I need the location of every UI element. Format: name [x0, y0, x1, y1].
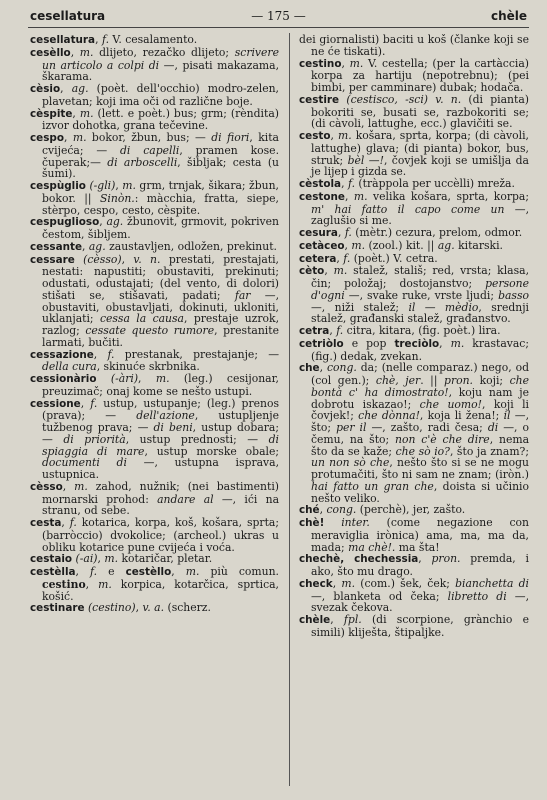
italic-text: inter.	[341, 516, 370, 529]
entry-text: ,	[121, 252, 134, 266]
entry-text: ,	[93, 347, 108, 361]
entry-text	[97, 372, 111, 385]
entry-text: (perchè), jer, zašto.	[356, 503, 466, 517]
headword: treciòlo	[394, 337, 440, 350]
entry-text: (zool.) kit. ||	[365, 238, 438, 252]
italic-text: — di priorità	[42, 432, 126, 446]
entry-text: stalež, stališ; red, vrsta; klasa, čin; položaj; dostojanstvo;	[311, 264, 529, 290]
entry-text: ,	[341, 177, 348, 190]
entry-text: ,	[332, 576, 342, 590]
entry-text: , koju nam je dobrotu iskazao!;	[311, 385, 529, 411]
entry-text: e	[97, 565, 126, 578]
column-divider	[289, 33, 290, 786]
right-column	[299, 34, 529, 790]
headword: cèspite	[30, 107, 73, 120]
italic-text: m.	[122, 179, 136, 192]
dictionary-entry	[299, 338, 529, 363]
dictionary-entry	[30, 602, 279, 615]
entry-text: , ustup dobara;	[192, 421, 279, 434]
italic-text: m.	[341, 576, 356, 590]
header-left-guide-word: cesellatura	[30, 9, 106, 23]
entry-text: ,	[319, 503, 327, 517]
entry-text: , koja li žena!;	[419, 409, 504, 423]
italic-text: f.	[343, 251, 351, 265]
italic-text: di capelli	[119, 143, 180, 157]
entry-text: (poèt.) V. cetra.	[350, 251, 438, 265]
italic-text: chè, jer	[375, 374, 421, 387]
dictionary-entry	[30, 398, 279, 481]
italic-text: m.	[74, 479, 88, 493]
entry-text: zaustavljen, odložen, prekinut.	[105, 239, 277, 253]
dictionary-entry	[299, 130, 529, 178]
entry-text: ,	[344, 189, 354, 203]
entry-text: ,	[337, 226, 345, 239]
dictionary-entry	[30, 132, 279, 180]
entry-text: zahod, nužnik; (nei bastimenti) mornarski prohod:	[42, 479, 279, 506]
italic-text: f.	[344, 226, 352, 239]
italic-text: fpl.	[343, 613, 362, 626]
entry-text: premda, i ako, što mu drago.	[311, 552, 529, 578]
dictionary-entry	[299, 34, 529, 58]
headword: cetra	[299, 325, 330, 337]
entry-text: bokor, žbun, bus; —	[86, 131, 212, 144]
italic-text: v. a.	[142, 601, 165, 615]
italic-text: f.	[69, 516, 77, 529]
headword: cesèllo	[30, 46, 71, 59]
italic-text: un non sò che	[311, 456, 390, 470]
headword: cespo	[30, 132, 64, 144]
italic-text: cessa la causa	[99, 312, 184, 326]
italic-text: (-ai)	[75, 552, 98, 566]
italic-text: m.	[351, 238, 366, 252]
italic-text: cong.	[326, 361, 357, 375]
italic-text: basso —	[311, 288, 529, 314]
dictionary-entry	[30, 373, 279, 398]
entry-text: ,	[85, 577, 99, 591]
entry-text: ,	[344, 238, 352, 252]
entry-text: ,	[319, 361, 327, 375]
italic-text: far —	[234, 288, 276, 302]
italic-text: cessate questo rumore	[85, 324, 215, 337]
italic-text: m.	[353, 189, 368, 203]
entry-text: ,	[60, 82, 72, 95]
headword: cestire	[299, 93, 340, 106]
dictionary-entry	[30, 83, 279, 108]
italic-text: (-àri)	[110, 372, 139, 385]
entry-text: žbunovit, grmovit, pokriven čestom, šibljem.	[42, 215, 279, 241]
headword: check	[299, 577, 333, 590]
entry-text: ,	[97, 552, 105, 566]
italic-text: (cestino)	[87, 601, 136, 615]
entry-text: , prestanite larmati, bučiti.	[42, 324, 279, 349]
italic-text: m.	[72, 131, 87, 144]
entry-text: (tràppola per uccèlli) mreža.	[355, 177, 515, 190]
headword: cessione	[30, 397, 81, 410]
italic-text: — dell'azione	[105, 409, 195, 423]
headword: cèsso	[30, 480, 63, 493]
dictionary-entry	[299, 265, 529, 325]
entry-text: ,	[63, 131, 73, 144]
entry-text: (mètr.) cezura, prelom, odmor.	[351, 226, 523, 239]
dictionary-entry	[30, 517, 279, 553]
headword: cèto	[299, 265, 325, 278]
entry-text: , pramen kose. čuperak;—	[42, 143, 279, 169]
entry-text: dei giornalisti) baciti u koš (članke koji se ne će tiskati).	[299, 34, 529, 58]
entry-text: , o čemu, na što;	[311, 421, 529, 446]
entry-text: , nema što da se kaže;	[311, 432, 529, 458]
entry-text: ,	[336, 251, 344, 265]
entry-text	[75, 253, 83, 266]
italic-text: — di beni	[137, 421, 193, 434]
entry-text: , koji li čovjek!;	[311, 397, 529, 423]
italic-text: hai fatto un gran che	[311, 479, 434, 493]
entry-text: , šibljak; cesta (u šumi).	[42, 155, 279, 181]
headword: cessante	[30, 240, 82, 253]
header-right-guide-word: chèle	[490, 9, 527, 23]
page-number: — 175 —	[251, 9, 306, 23]
entry-text: ,	[95, 34, 102, 46]
italic-text: m.	[185, 565, 200, 578]
headword: cestèllo	[125, 566, 172, 578]
entry-text: , zašto, radi česa;	[382, 421, 488, 434]
entry-text: , obustaviti, obustavljati, dokinuti, ukloniti, uklanjati;	[42, 288, 279, 326]
entry-text: kitarski.	[454, 238, 503, 252]
italic-text: f.	[107, 347, 115, 361]
entry-text: prestanak, prestajanje;	[114, 347, 269, 361]
dictionary-entry	[299, 362, 529, 504]
italic-text: il —	[503, 409, 526, 423]
headword: chèle	[299, 614, 331, 626]
italic-text: m' hai fatto il capo come un —	[311, 202, 526, 216]
italic-text: per il —	[336, 421, 383, 434]
italic-text: v. n.	[133, 252, 161, 266]
entry-text: , kita cvijeća; —	[42, 131, 279, 157]
italic-text: m.	[333, 264, 348, 278]
entry-text: ,	[82, 239, 89, 253]
italic-text: — della cura	[42, 347, 279, 374]
headword: cestèlla	[30, 566, 76, 578]
entry-text: (com.) šek, ček;	[355, 576, 456, 590]
headword: cestino	[299, 57, 342, 70]
dictionary-entry	[299, 553, 529, 578]
entry-text: (come negazione con meraviglia irònica) ama, ma, ma da, mada;	[311, 516, 529, 554]
entry-text: korpica, kotarčica, sprtica, košić.	[42, 577, 279, 603]
entry-text: ,	[62, 479, 75, 493]
entry-text: (lett. e poèt.) bus; grm; (rèndita) izvor dohotka, grana tečevine.	[42, 106, 279, 133]
headword: cetera	[299, 252, 337, 265]
entry-text: , niži stalež;	[321, 300, 409, 314]
headword: cetàceo	[299, 239, 345, 252]
italic-text: di fiori	[211, 131, 250, 144]
italic-text: v. n.	[435, 92, 462, 106]
entry-text: ustup, ustupanje; (leg.) prenos (prava);	[42, 396, 279, 423]
entry-text: ,	[75, 565, 91, 578]
italic-text: f.	[336, 324, 344, 337]
italic-text: f.	[90, 396, 98, 410]
headword: che	[299, 362, 320, 375]
headword: cespùglio	[30, 180, 86, 192]
italic-text: m.	[79, 106, 94, 120]
entry-text: , ustupna isprava, ustupnica.	[42, 456, 279, 481]
italic-text: non c'è che dire	[395, 432, 490, 446]
italic-text: pron.	[431, 552, 461, 566]
entry-text: dlijeto, rezačko dlijeto;	[93, 45, 235, 59]
headword: cesto	[299, 130, 331, 142]
headword: cestaio	[30, 553, 73, 566]
italic-text: ma chè!.	[348, 540, 396, 554]
entry-text: (scherz.	[164, 601, 211, 615]
italic-text: Sinòn.	[100, 191, 135, 205]
italic-text: f.	[101, 34, 109, 46]
entry-text: più comun.	[199, 565, 279, 578]
entry-text: (leg.) cesijonar, preuzimač; onaj kome se nešto ustupi.	[42, 372, 279, 398]
entry-text: : màcchia, fratta, siepe, stèrpo, cespo, cesto, cèspite.	[42, 191, 279, 217]
entry-text: ,	[115, 179, 123, 192]
entry-text: prestati, prestajati, nestati: napustiti; obustaviti, prekinuti; odustati, odustajati; (del vento, di dolori) stišati se, stišavati, padati;	[42, 252, 279, 302]
entry-text	[324, 516, 341, 529]
entry-text: da; (nelle comparaz.) nego, od (col gen.);	[311, 361, 529, 387]
entry-text: ,	[70, 45, 80, 59]
italic-text: m.	[98, 577, 112, 591]
entry-text: , svake ruke, vrste ljudi;	[359, 288, 499, 302]
dictionary-entry	[30, 216, 279, 241]
entry-text: , skinuće skrbnika.	[96, 360, 200, 374]
headword: chechè, chechessia	[299, 553, 419, 566]
italic-text: di —	[487, 421, 515, 434]
entry-text: (di pianta) bokoriti se, busati se, razbokoriti se; (di càvoli, lattughe, ecc.) glavičiti se.	[311, 92, 529, 131]
entry-text: , nešto što si se ne mogu protumačiti, što ni sam ne znam; (iròn.)	[311, 456, 529, 481]
headword: chè!	[299, 517, 325, 529]
italic-text: che dònna!	[358, 409, 420, 423]
dictionary-entry	[30, 47, 279, 83]
entry-text: , što ja znam?;	[449, 444, 529, 458]
entry-text: ,	[61, 516, 70, 529]
entry-text: ,	[418, 552, 432, 566]
italic-text: di arboscelli	[107, 155, 178, 169]
entry-text: , ustupljenje tužbenog prava;	[42, 409, 279, 434]
dictionary-entry	[299, 191, 529, 227]
entry-text: , čovjek koji se umišlja da je lijep i gizda se.	[311, 153, 529, 179]
italic-text: (-gli)	[89, 179, 116, 192]
entry-text: . ||	[420, 374, 445, 387]
italic-text: documenti di —	[42, 456, 155, 470]
italic-text: cong.	[326, 503, 357, 517]
italic-text: (cestisco, -sci)	[346, 92, 429, 106]
dictionary-entry	[30, 180, 279, 216]
italic-text: persone d'ogni —	[311, 277, 529, 302]
headword: cèsio	[30, 83, 61, 95]
entry-text: ,	[138, 372, 156, 385]
italic-text: — di spiaggia di mare	[42, 432, 279, 458]
entry-text: (di scorpione, grànchio e simili) kliješta, štipaljke.	[311, 613, 529, 639]
dictionary-entry	[30, 481, 279, 517]
dictionary-entry	[30, 254, 279, 349]
italic-text: il — mèdio	[408, 300, 479, 314]
dictionary-entry	[299, 58, 529, 94]
headword: cesura	[299, 227, 338, 239]
entry-text: grm, trnjak, šikara; žbun, bokor. ||	[42, 179, 279, 205]
entry-text: citra, kitara, (fig. poèt.) lira.	[343, 324, 501, 337]
entry-text: kotarica, korpa, koš, košara, sprta; (barròccio) dvokolice; (archeol.) ukras u obliku kotarice pune cvijeća i voća.	[42, 516, 279, 554]
italic-text: scrivere un articolo a colpi di —	[42, 45, 279, 72]
entry-text: , ustup prednosti;	[125, 432, 248, 446]
entry-text: , zaglušio si me.	[311, 202, 529, 228]
italic-text: andare al —	[157, 492, 233, 506]
entry-text: ,	[330, 613, 344, 626]
dictionary-entry	[299, 94, 529, 130]
italic-text: bèl —!	[347, 153, 384, 167]
headword: cespuglioso	[30, 216, 100, 229]
dictionary-entry	[299, 614, 529, 639]
headword: cessare	[30, 253, 75, 266]
italic-text: m.	[337, 129, 352, 142]
headword: cessazione	[30, 348, 94, 361]
italic-text: m.	[79, 45, 94, 59]
entry-text: ,	[99, 215, 107, 229]
entry-text: ,	[171, 565, 186, 578]
dictionary-entry	[299, 517, 529, 553]
dictionary-entry	[299, 578, 529, 614]
italic-text: ag.	[71, 82, 89, 95]
italic-text: che sò io?	[395, 444, 450, 458]
entry-text: ,	[72, 106, 80, 120]
entry-text: koji;	[473, 374, 510, 387]
header-rule	[28, 27, 529, 28]
entry-text: , ići na stranu, od sebe.	[42, 492, 279, 518]
dictionary-entry	[30, 349, 279, 374]
italic-text: m.	[450, 336, 465, 350]
italic-text: m.	[155, 372, 170, 385]
entry-text: , ustup morske obale;	[144, 444, 279, 458]
entry-text: ma šta!	[395, 540, 440, 554]
italic-text: libretto di —	[447, 589, 526, 603]
entry-text: košara, sprta, korpa; (di càvoli, lattughe) glava; (di pianta) bokor, bus, struk;	[311, 129, 529, 167]
entry-text: cestino	[42, 577, 86, 591]
entry-text: ,	[439, 336, 451, 350]
entry-text: velika košara, sprta, korpa;	[367, 189, 529, 203]
entry-text: krastavac; (fig.) dedak, zvekan.	[311, 336, 529, 363]
italic-text: che bontà c' ha dimostrato!	[311, 374, 529, 399]
italic-text: ag.	[106, 215, 124, 229]
italic-text: f.	[90, 565, 98, 578]
entry-text: , blanketa od čeka;	[321, 589, 448, 603]
italic-text: f.	[347, 177, 355, 190]
italic-text: ag.	[437, 238, 455, 252]
entry-text: ,	[330, 129, 338, 142]
dictionary-entry	[30, 108, 279, 133]
italic-text: m.	[104, 552, 119, 566]
entry-text: , srednji stalež, građanski stalež, građanstvo.	[311, 300, 529, 326]
entry-text: ,	[324, 264, 334, 278]
italic-text: m.	[349, 56, 364, 70]
entry-text: V. cestella; (per la cartàccia) korpa za hartiju (nepotrebnu); (pei bimbi, per camminare) dubak; hodača.	[311, 56, 529, 94]
entry-text: kotaričar, pletar.	[118, 552, 213, 566]
entry-text: , doista si učinio nešto veliko.	[311, 479, 529, 505]
entry-text: V. cesalamento.	[109, 34, 198, 46]
italic-text: ag.	[88, 239, 106, 253]
entry-text: , prestaje uzrok, razlog;	[42, 312, 279, 337]
italic-text: (cèsso)	[83, 252, 122, 266]
italic-text: pron.	[444, 374, 473, 387]
entry-text: ,	[80, 396, 91, 410]
headword: cestinare	[30, 602, 85, 615]
headword: cessionàrio	[30, 373, 97, 385]
entry-text: , svezak čekova.	[311, 589, 529, 615]
entry-text: ,	[135, 601, 143, 615]
headword: cèstola	[299, 178, 342, 190]
italic-text: bianchetta di —	[311, 576, 529, 603]
entry-text: , što;	[311, 409, 529, 434]
headword: cesta	[30, 517, 62, 529]
headword: cetriòlo	[299, 337, 344, 350]
dictionary-entry	[30, 566, 279, 602]
left-column	[30, 34, 279, 790]
headword: cestone	[299, 190, 345, 203]
entry-text: e pop	[343, 336, 395, 350]
headword: ché	[299, 504, 320, 517]
headword: cesellatura	[30, 34, 96, 46]
entry-text: (poèt. dell'occhio) modro-zelen, plavetan; koji ima oči od različne boje.	[42, 82, 279, 108]
entry-text: , pisati makazama, škarama.	[42, 58, 279, 84]
entry-text: ,	[341, 56, 350, 70]
italic-text: che uomo!	[419, 397, 483, 411]
entry-text: ,	[329, 324, 337, 337]
